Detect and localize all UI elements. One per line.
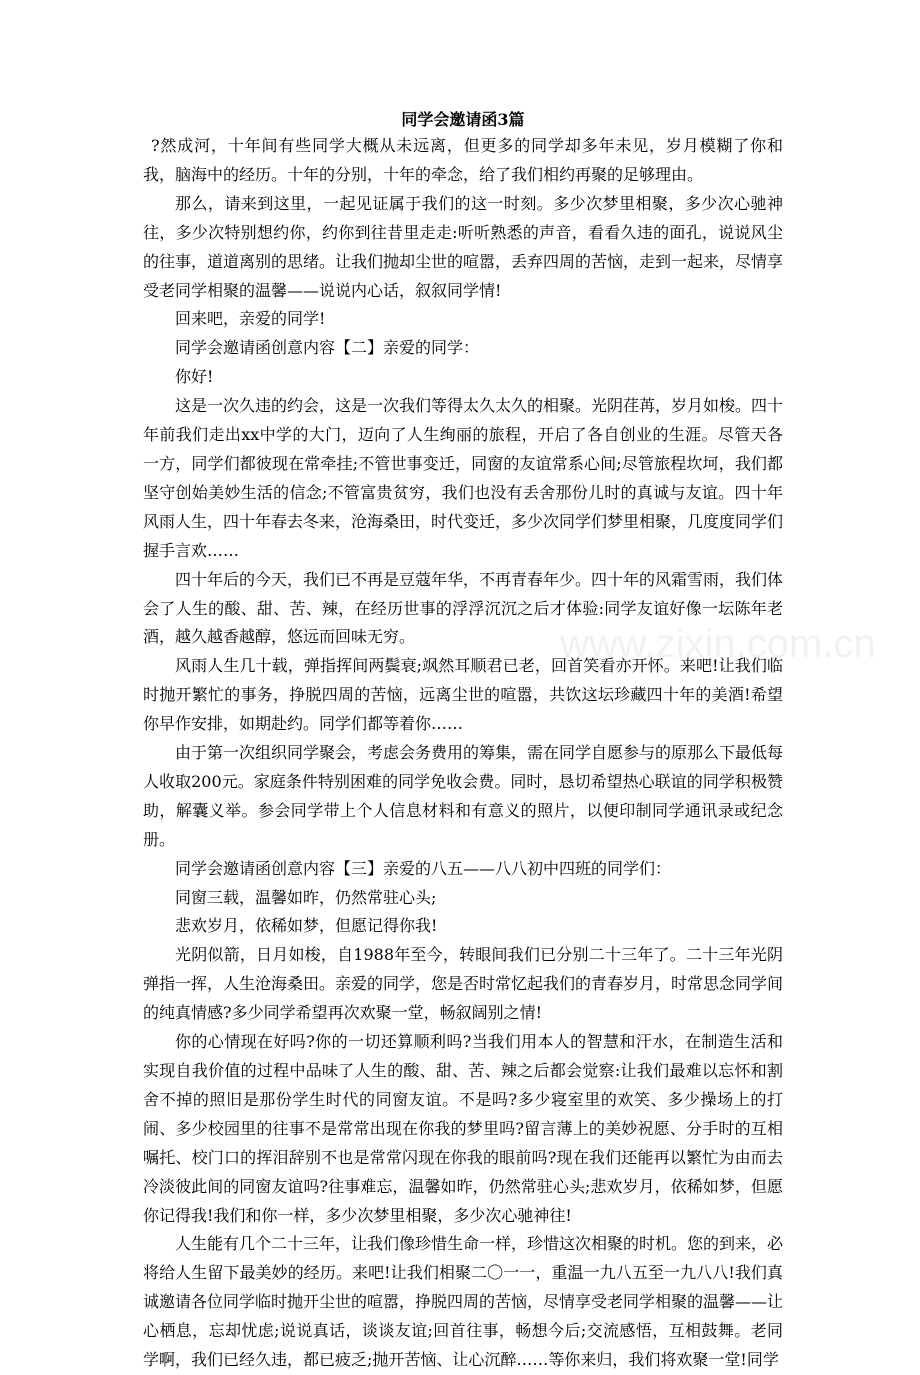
section-heading-two: 同学会邀请函创意内容【二】亲爱的同学： — [175, 338, 480, 358]
paragraph: 回来吧，亲爱的同学! — [175, 309, 326, 329]
document-title: 同学会邀请函3篇 — [401, 110, 525, 129]
paragraph: 风雨人生几十载，弹指挥间两鬓衰;飒然耳顺君已老，回首笑看亦开怀。来吧!让我们临时抛开繁忙的事务，挣脱四周的苦恼，远离尘世的喧嚣，共饮这坛珍藏四十年的美酒!希望你早作安排，如期赴约。同学们都等着你…… — [143, 656, 783, 734]
paragraph: 人生能有几个二十三年，让我们像珍惜生命一样，珍惜这次相聚的时机。您的到来，必将给人生留下最美妙的经历。来吧!让我们相聚二〇一一，重温一九八五至一九八八!我们真诚邀请各位同学临时抛开尘世的喧嚣，挣脱四周的苦恼，尽情享受老同学相聚的温馨——让心栖息，忘却忧虑;说说真话，谈谈友谊;回首往事，畅想今后;交流感悟，互相鼓舞。老同学啊，我们已经久违，都已疲乏;抛开苦恼、让心沉醉……等你来归，我们将欢聚一堂!同学 — [143, 1234, 784, 1370]
paragraph: 这是一次久违的约会，这是一次我们等得太久太久的相聚。光阴荏苒，岁月如梭。四十年前我们走出xx中学的大门，迈向了人生绚丽的旅程，开启了各自创业的生涯。尽管天各一方，同学们都彼现在常牵挂;不管世事变迁，同窗的友谊常系心间;尽管旅程坎坷，我们都坚守创始美妙生活的信念;不管富贵贫穷，我们也没有丢舍那份儿时的真诚与友谊。四十年风雨人生，四十年春去冬来，沧海桑田，时代变迁，多少次同学们梦里相聚，几度度同学们握手言欢…… — [143, 396, 784, 560]
paragraph: 由于第一次组织同学聚会，考虑会务费用的筹集，需在同学自愿参与的原那么下最低每人收取200元。家庭条件特别困难的同学免收会费。同时，恳切希望热心联谊的同学积极赞助，解囊义举。参会同学带上个人信息材料和有意义的照片，以便印制同学通讯录或纪念册。 — [143, 743, 784, 849]
verse-line: 悲欢岁月，依稀如梦，但愿记得你我! — [175, 916, 438, 936]
paragraph: 四十年后的今天，我们已不再是豆蔻年华，不再青春年少。四十年的风霜雪雨，我们体会了人生的酸、甜、苦、辣，在经历世事的浮浮沉沉之后才体验:同学友谊好像一坛陈年老酒，越久越香越醇，悠远而回味无穷。 — [143, 569, 784, 647]
paragraph: 你的心情现在好吗?你的一切还算顺利吗?当我们用本人的智慧和汗水，在制造生活和实现自我价值的过程中品味了人生的酸、甜、苦、辣之后都会觉察:让我们最难以忘怀和割舍不掉的照旧是那份学生时代的同窗友谊。不是吗?多少寝室里的欢笑、多少操场上的打闹、多少校园里的往事不是常常出现在你我的梦里吗?留言薄上的美妙祝愿、分手时的互相嘱托、校门口的挥泪辞别不也是常常闪现在你我的眼前吗?现在我们还能再以繁忙为由而去冷淡彼此间的同窗友谊吗?往事难忘，温馨如昨，仍然常驻心头;悲欢岁月，依稀如梦，但愿你记得我!我们和你一样，多少次梦里相聚，多少次心驰神往! — [143, 1032, 783, 1225]
verse-line: 同窗三载，温馨如昨，仍然常驻心头; — [175, 887, 437, 907]
paragraph: 那么，请来到这里，一起见证属于我们的这一时刻。多少次梦里相聚，多少次心驰神往，多少次特别想约你，约你到往昔里走走:听听熟悉的声音，看看久违的面孔，说说风尘的往事，道道离别的思绪。让我们抛却尘世的喧嚣，丢弃四周的苦恼，走到一起来，尽情享受老同学相聚的温馨——说说内心话，叙叙同学情! — [143, 193, 784, 300]
watermark-text: www.zixin.com.cn — [560, 622, 876, 666]
section-heading-three: 同学会邀请函创意内容【三】亲爱的八五——八八初中四班的同学们： — [175, 858, 672, 878]
paragraph: ?然成河，十年间有些同学大概从未远离，但更多的同学却多年未见，岁月模糊了你和我，脑海中的经历。十年的分别，十年的牵念，给了我们相约再聚的足够理由。 — [143, 136, 783, 184]
document-page — [143, 108, 783, 1375]
paragraph: 光阴似箭，日月如梭，自1988年至今，转眼间我们已分别二十三年了。二十三年光阴弹指一挥，人生沧海桑田。亲爱的同学，您是否时常忆起我们的青春岁月，时常思念同学间的纯真情感?多少同学希望再次欢聚一堂，畅叙阔别之情! — [143, 945, 784, 1023]
greeting: 你好! — [175, 367, 214, 387]
